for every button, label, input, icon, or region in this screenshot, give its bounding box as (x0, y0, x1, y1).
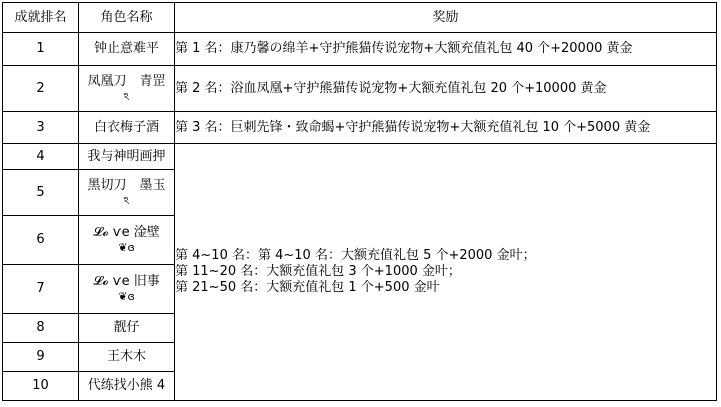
name-text: 黑切刀 墨玉 (87, 177, 166, 193)
rank-cell: 6 (3, 216, 79, 265)
name-suffix-glyph: ঽ (123, 193, 130, 207)
rank-cell: 8 (3, 314, 79, 343)
rank-cell: 7 (3, 265, 79, 314)
table-row (3, 33, 717, 66)
header-reward: 奖励 (175, 3, 717, 33)
header-rank: 成就排名 (3, 3, 79, 33)
reward-cell: 第 3 名：巨刺先锋・致命蝎+守护熊猫传说宠物+大额充值礼包 10 个+5000 黄金 (175, 112, 717, 144)
name-cell (79, 170, 175, 216)
rank-cell: 1 (3, 33, 79, 66)
name-cell: 代练找小熊 4 (79, 372, 175, 401)
name-text: 𝓛𝓸 ѵe 淦壁 (93, 225, 160, 240)
name-suffix-glyph: ❦ɞ (118, 241, 135, 254)
rank-cell: 4 (3, 144, 79, 170)
reward-line-11-20: 第 11~20 名：大额充值礼包 3 个+1000 金叶； (175, 264, 461, 279)
name-suffix-glyph: ❦ɞ (118, 290, 135, 303)
header-name: 角色名称 (79, 3, 175, 33)
name-cell: 我与神明画押 (79, 144, 175, 170)
rank-cell: 9 (3, 343, 79, 372)
reward-cell: 第 2 名：浴血凤凰+守护熊猫传说宠物+大额充值礼包 20 个+10000 黄金 (175, 66, 717, 112)
table-row (3, 112, 717, 144)
name-cell: 靓仔 (79, 314, 175, 343)
ranking-reward-table (2, 2, 717, 401)
table-header-row (3, 3, 717, 33)
rank-cell: 2 (3, 66, 79, 112)
name-cell: 王木木 (79, 343, 175, 372)
name-cell (79, 265, 175, 314)
reward-line-21-50: 第 21~50 名：大额充值礼包 1 个+500 金叶 (175, 280, 440, 295)
rank-cell: 5 (3, 170, 79, 216)
reward-cell: 第 1 名：康乃馨の绵羊+守护熊猫传说宠物+大额充值礼包 40 个+20000 黄金 (175, 33, 717, 66)
rank-cell: 3 (3, 112, 79, 144)
table-row (3, 66, 717, 112)
name-cell (79, 216, 175, 265)
name-suffix-glyph: ঽ (123, 89, 130, 103)
merged-reward-cell (175, 144, 717, 401)
rank-cell: 10 (3, 372, 79, 401)
name-cell (79, 66, 175, 112)
name-text: 凤凰刀 青罡 (87, 73, 166, 89)
name-cell: 白衣梅子酒 (79, 112, 175, 144)
table-row (3, 144, 717, 170)
reward-line-4-10: 第 4~10 名：第 4~10 名：大额充值礼包 5 个+2000 金叶； (175, 248, 536, 263)
name-cell: 钟止意难平 (79, 33, 175, 66)
name-text: 𝓛𝓸 ѵe 旧事 (93, 274, 160, 289)
